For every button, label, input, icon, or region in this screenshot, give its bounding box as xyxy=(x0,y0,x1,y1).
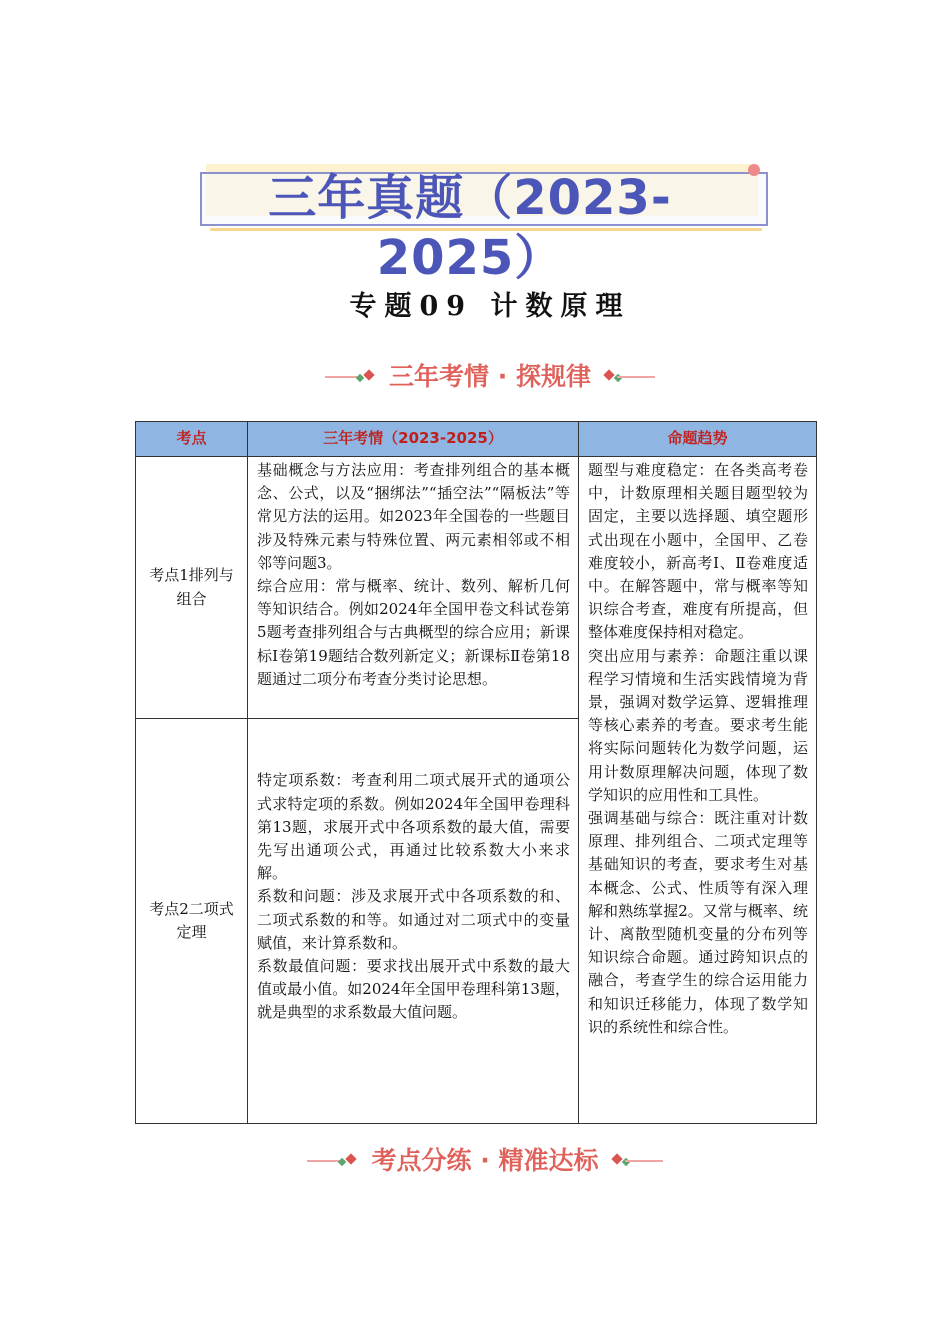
trend-paragraph: 突出应用与素养：命题注重以课程学习情境和生活实践情境为背景，强调对数学运算、逻辑推理等核心素养的考查。要求考生能将实际问题转化为数学问题，运用计数原理解决问题，体现了数学知识的应用性和工具性。 xyxy=(588,646,808,804)
banner-title: 三年真题（2023-2025） xyxy=(268,170,672,286)
column-header: 考点 xyxy=(136,422,248,457)
column-header: 命题趋势 xyxy=(579,422,817,457)
detail-paragraph: 基础概念与方法应用：考查排列组合的基本概念、公式，以及“捆绑法”“插空法”“隔板法”等常见方法的运用。如2023年全国卷的一些题目涉及特殊元素与特殊位置、两元素相邻或不相邻等问题3。 xyxy=(257,461,570,572)
section-title: 考点分练 · 精准达标 xyxy=(371,1146,599,1175)
section-header-practice xyxy=(307,1144,663,1178)
topic-name: 考点2二项式定理 xyxy=(149,899,234,941)
section-title: 三年考情 · 探规律 xyxy=(389,362,591,391)
banner-dot-icon xyxy=(748,164,760,176)
detail-paragraph: 系数最值问题：要求找出展开式中系数的最大值或最小值。如2024年全国甲卷理科第13题，就是典型的求系数最大值问题。 xyxy=(257,957,570,1022)
divider-line xyxy=(625,1160,663,1162)
header-banner xyxy=(200,164,770,286)
detail-paragraph: 综合应用：常与概率、统计、数列、解析几何等知识结合。例如2024年全国甲卷文科试卷第5题考查排列组合与古典概型的综合应用；新课标Ⅰ卷第19题结合数列新定义；新课标Ⅱ卷第18题通过二项分布考查分类讨论思想。 xyxy=(257,577,570,688)
table-header-row xyxy=(136,422,817,457)
topic-cell xyxy=(136,457,248,719)
table-row xyxy=(136,457,817,719)
column-header: 三年考情（2023-2025） xyxy=(248,422,579,457)
topic-cell xyxy=(136,719,248,1124)
divider-line xyxy=(617,376,655,378)
trend-paragraph: 题型与难度稳定：在各类高考卷中，计数原理相关题目题型较为固定，主要以选择题、填空题形式出现在小题中，全国甲、乙卷难度较小，新高考Ⅰ、Ⅱ卷难度适中。在解答题中，常与概率等知识综合考查，难度有所提高，但整体难度保持相对稳定。 xyxy=(588,461,808,642)
detail-paragraph: 系数和问题：涉及求展开式中各项系数的和、二项式系数的和等。如通过对二项式中的变量赋值，来计算系数和。 xyxy=(257,887,570,952)
trend-detail-cell xyxy=(248,457,579,719)
trend-paragraph: 强调基础与综合：既注重对计数原理、排列组合、二项式定理等基础知识的考查，要求考生对基本概念、公式、性质等有深入理解和熟练掌握2。又常与概率、统计、离散型随机变量的分布列等知识综合命题。通过跨知识点的融合，考查学生的综合运用能力和知识迁移能力，体现了数学知识的系统性和综合性。 xyxy=(588,809,808,1036)
proposition-trend-cell xyxy=(579,457,817,1124)
trend-detail-cell xyxy=(248,719,579,1124)
section-header-trends xyxy=(325,360,655,394)
page-title: 专题09 计数原理 xyxy=(349,291,631,322)
exam-trend-table xyxy=(135,421,817,1124)
detail-paragraph: 特定项系数：考查利用二项式展开式的通项公式求特定项的系数。例如2024年全国甲卷理科第13题，求展开式中各项系数的最大值，需要先写出通项公式，再通过比较系数大小来求解。 xyxy=(257,771,570,883)
topic-name: 考点1排列与组合 xyxy=(149,566,234,608)
